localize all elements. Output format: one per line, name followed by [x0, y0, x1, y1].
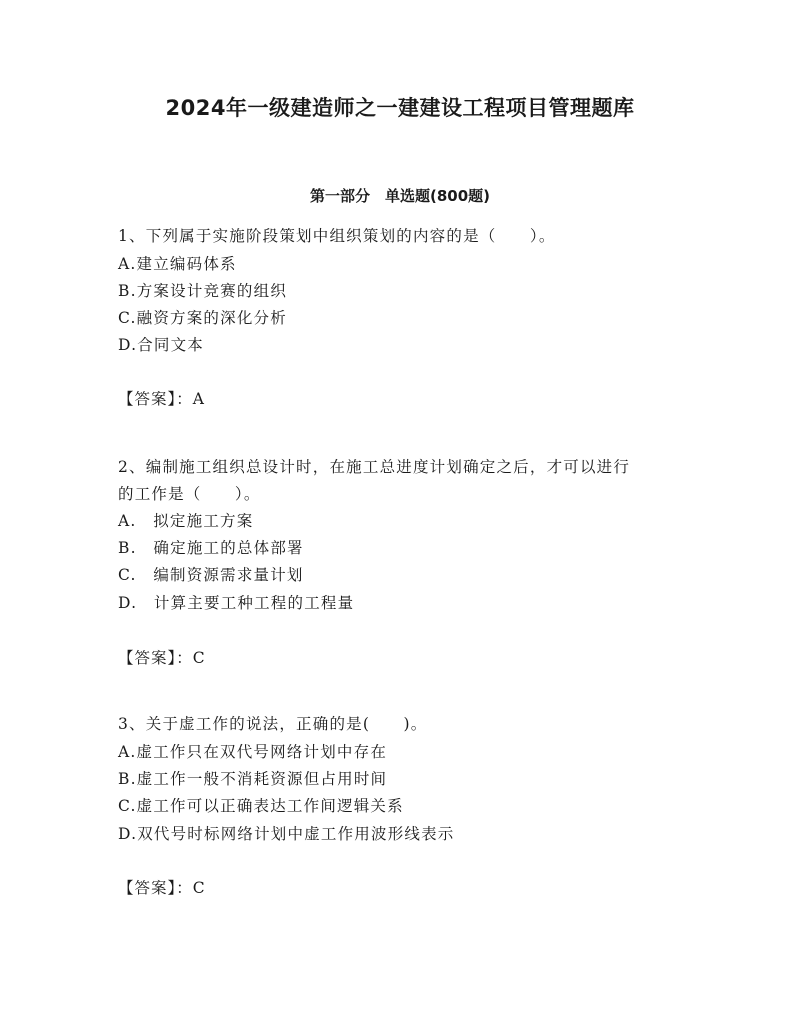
answer-value: C [192, 649, 206, 667]
option-d: D.合同文本 [118, 336, 205, 354]
answer [118, 648, 206, 668]
answer-value: C [192, 879, 206, 897]
answer-label: 【答案】： [118, 649, 193, 667]
option-c: C. 编制资源需求量计划 [118, 566, 304, 584]
page-title: 2024年一级建造师之一建建设工程项目管理题库 [165, 96, 635, 120]
answer-label: 【答案】： [118, 390, 193, 408]
option-b: B. 确定施工的总体部署 [118, 539, 304, 557]
question-stem: 1、下列属于实施阶段策划中组织策划的内容的是（ ）。 [118, 227, 556, 245]
option-a: A.建立编码体系 [118, 255, 237, 273]
question-stem: 3、关于虚工作的说法，正确的是( )。 [118, 715, 428, 733]
answer [118, 878, 206, 898]
option-a: A. 拟定施工方案 [118, 512, 254, 530]
answer-label: 【答案】： [118, 879, 193, 897]
answer [118, 389, 205, 409]
question-stem-continued: 的工作是（ ）。 [118, 485, 261, 503]
option-d: D.双代号时标网络计划中虚工作用波形线表示 [118, 825, 455, 843]
answer-value: A [192, 390, 205, 408]
option-b: B.虚工作一般不消耗资源但占用时间 [118, 770, 388, 788]
section-heading: 第一部分 单选题(800题) [309, 187, 491, 205]
question-stem: 2、编制施工组织总设计时，在施工总进度计划确定之后，才可以进行 [118, 458, 631, 476]
option-c: C.虚工作可以正确表达工作间逻辑关系 [118, 797, 404, 815]
option-c: C.融资方案的深化分析 [118, 309, 287, 327]
option-d: D. 计算主要工种工程的工程量 [118, 594, 355, 612]
option-a: A.虚工作只在双代号网络计划中存在 [118, 743, 388, 761]
option-b: B.方案设计竞赛的组织 [118, 282, 288, 300]
